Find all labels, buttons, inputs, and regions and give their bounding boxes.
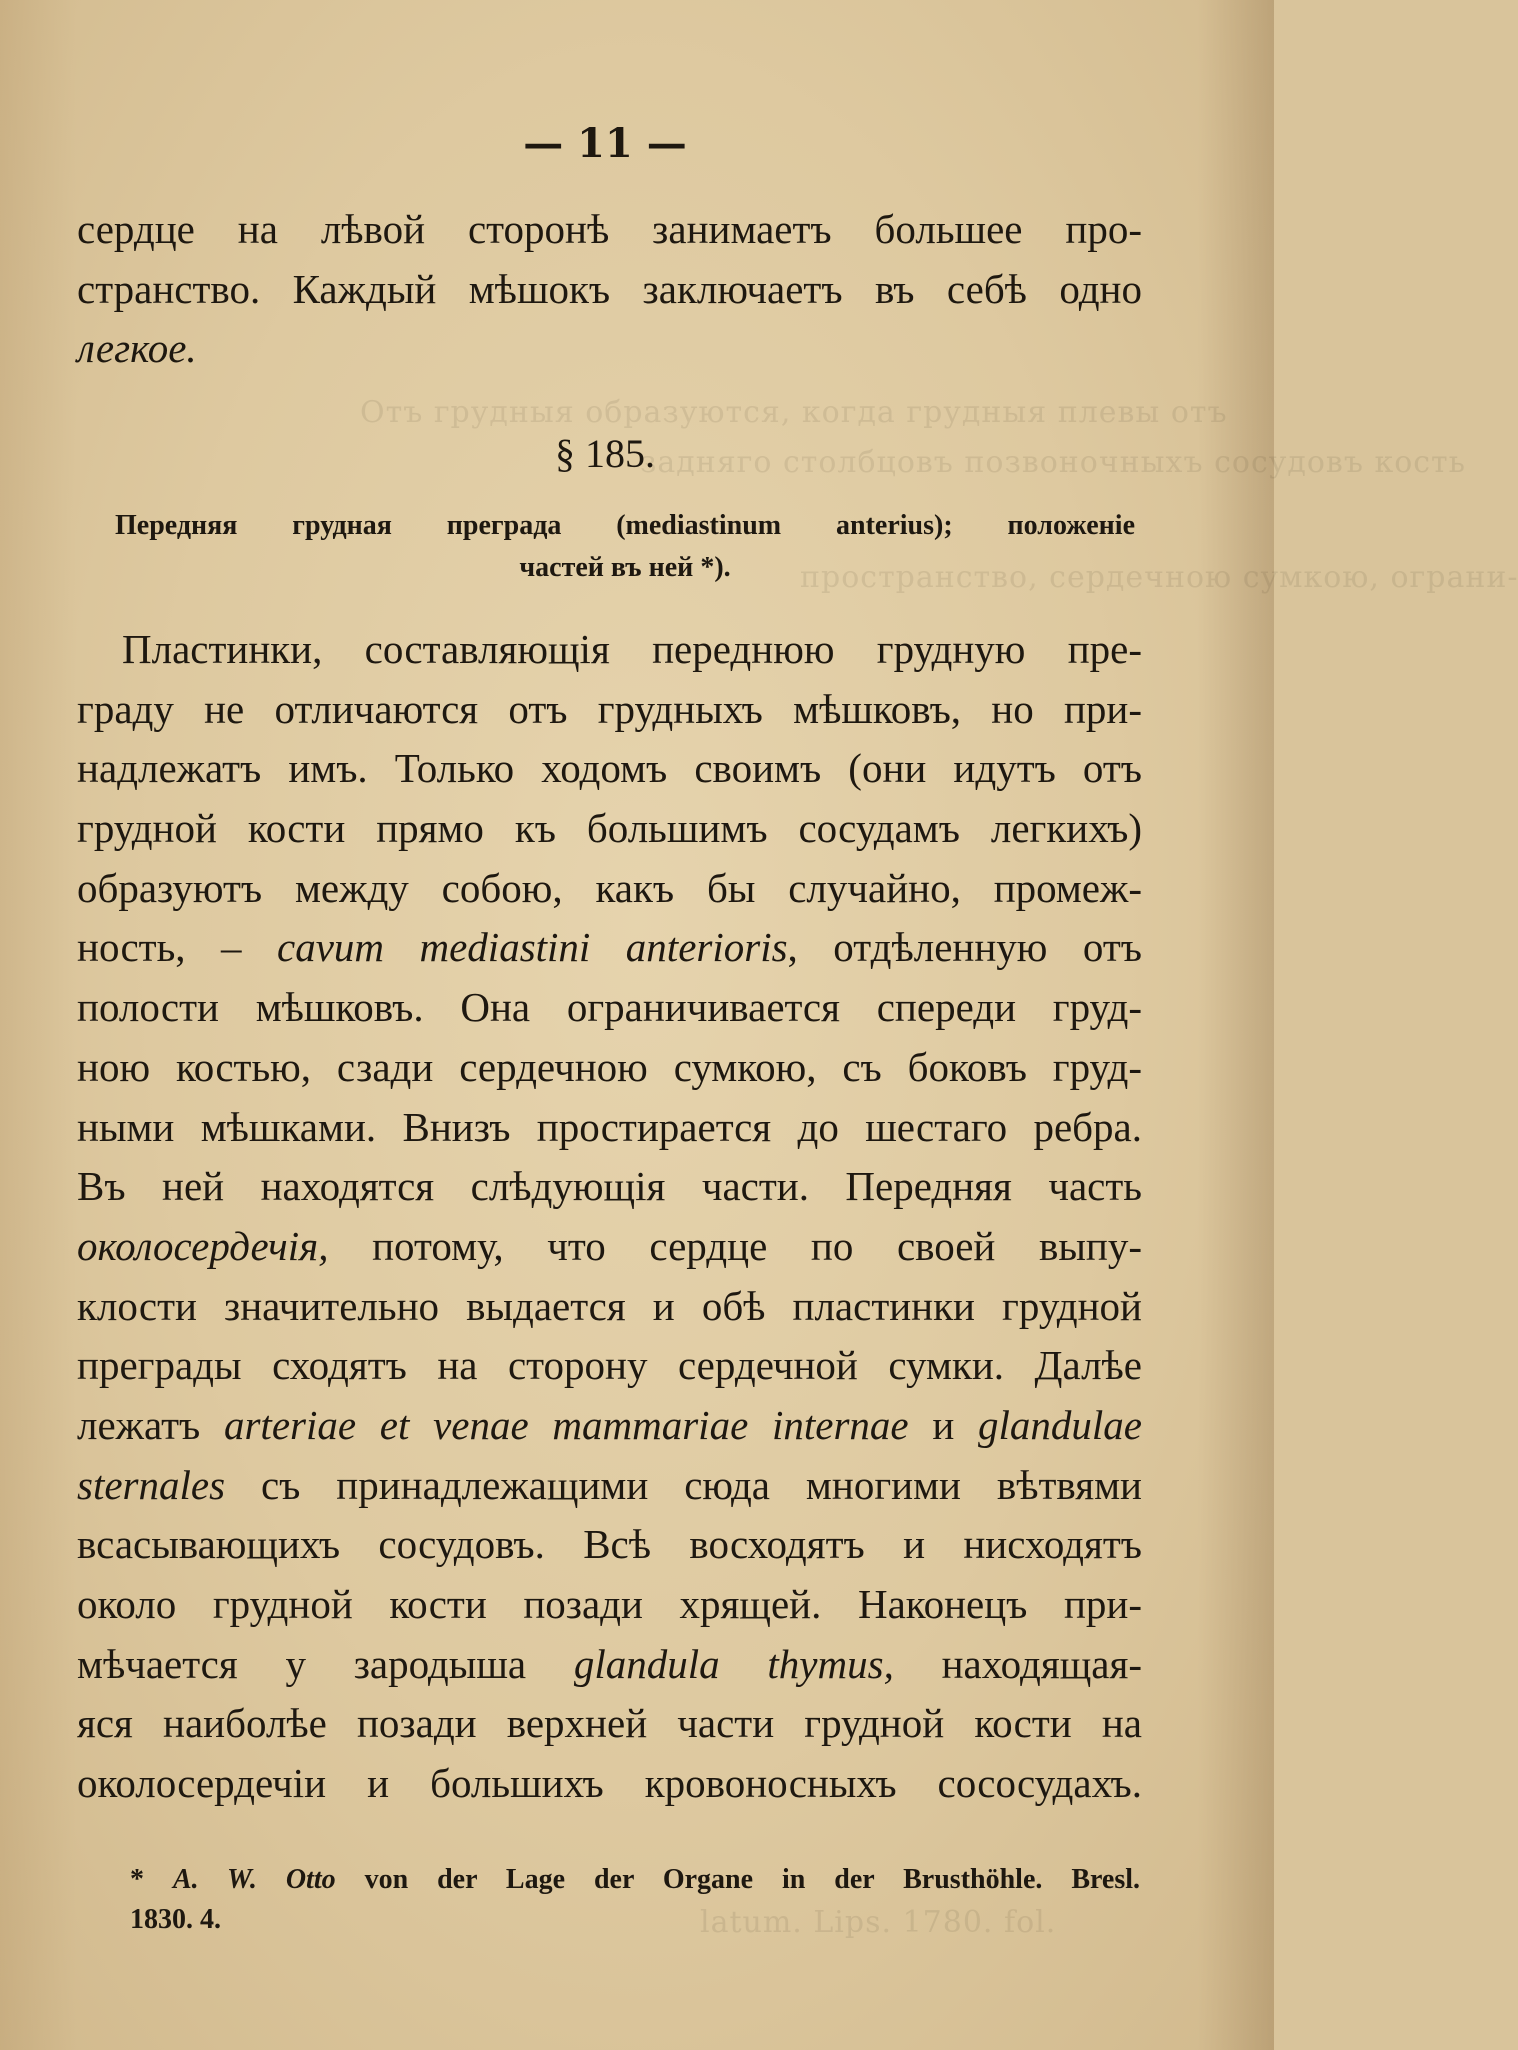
text-line: надлежатъ имъ. Только ходомъ своимъ (они идутъ отъ (77, 745, 1142, 792)
section-heading (115, 505, 1135, 589)
text-line: преграды сходятъ на сторону сердечной сумки. Далѣе (77, 1342, 1142, 1389)
text-line: Пластинки, составляющія переднюю грудную пре- (122, 626, 1142, 672)
text-line: околосердечія, потому, что сердце по своей выпу- (77, 1222, 1142, 1269)
text-line: около грудной кости позади хрящей. Наконецъ при- (77, 1581, 1142, 1627)
italic-term: cavum mediastini anterioris (277, 924, 788, 971)
text-line: клости значительно выдается и обѣ пластинки грудной (77, 1282, 1142, 1329)
text-line: sternales съ принадлежащими сюда многими вѣтвями (77, 1461, 1142, 1508)
text-line: странство. Каждый мѣшокъ заключаетъ въ себѣ одно (77, 265, 1142, 312)
italic-term: glandula thymus, (573, 1640, 894, 1687)
bleed-through-line: задняго столбцовъ позвоночныхъ сосудовъ кость (640, 445, 1466, 480)
text-line: ною костью, сзади сердечною сумкою, съ боковъ груд- (77, 1043, 1142, 1090)
text-line: Въ ней находятся слѣдующія части. Передняя часть (77, 1163, 1142, 1210)
text-line: ность, – cavum mediastini anterioris, отдѣленную отъ (77, 924, 1142, 971)
page-number: — 11 — (523, 120, 687, 167)
main-paragraph (77, 620, 1142, 1814)
text-line: легкое. (77, 325, 197, 372)
text-line: ными мѣшками. Внизъ простирается до шестаго ребра. (77, 1103, 1142, 1150)
text-line: грудной кости прямо къ большимъ сосудамъ легкихъ) (77, 805, 1142, 852)
text-line: околосердечіи и большихъ кровоносныхъ сососудахъ. (77, 1760, 1142, 1807)
text-line: граду не отличаются отъ грудныхъ мѣшковъ, но при- (77, 685, 1142, 732)
footnote (130, 1860, 1140, 1940)
section-heading-line: частей въ ней *). (519, 552, 731, 583)
italic-term: sternales (77, 1461, 226, 1508)
italic-term: околосердечія, (77, 1222, 329, 1269)
footnote-marker: * (130, 1864, 144, 1895)
bleed-through-line: Отъ грудныя образуются, когда грудныя плевы отъ (360, 395, 1228, 430)
text-line: всасывающихъ сосудовъ. Всѣ восходятъ и нисходятъ (77, 1521, 1142, 1568)
section-heading-line: Передняя грудная преграда (mediastinum anterius); положеніе (115, 510, 1135, 541)
section-number: § 185. (555, 431, 655, 476)
footnote-title: von der Lage der Organe in der Brusthöhle. Bresl. (364, 1864, 1141, 1895)
footnote-line: 1830. 4. (130, 1904, 221, 1935)
text-line: мѣчается у зародыша glandula thymus, находящая- (77, 1640, 1142, 1687)
bleed-through-line: latum. Lips. 1780. fol. (700, 1905, 1057, 1940)
intro-text (77, 200, 1142, 379)
italic-term: glandulae (978, 1401, 1142, 1448)
italic-term: arteriae et venae mammariae internae (223, 1401, 909, 1448)
footnote-authors: A. W. Otto (172, 1864, 336, 1895)
footnote-line (130, 1860, 1140, 1900)
text-line: лежатъ arteriae et venae mammariae internae и glandulae (77, 1401, 1142, 1448)
text-line: сердце на лѣвой сторонѣ занимаетъ большее про- (77, 206, 1142, 252)
text-line: яся наиболѣе позади верхней части грудной кости на (77, 1700, 1142, 1747)
bleed-through-line: пространство, сердечною сумкою, ограни- (800, 560, 1518, 595)
text-line: образуютъ между собою, какъ бы случайно, промеж- (77, 864, 1142, 911)
text-line: полости мѣшковъ. Она ограничивается спереди груд- (77, 984, 1142, 1031)
